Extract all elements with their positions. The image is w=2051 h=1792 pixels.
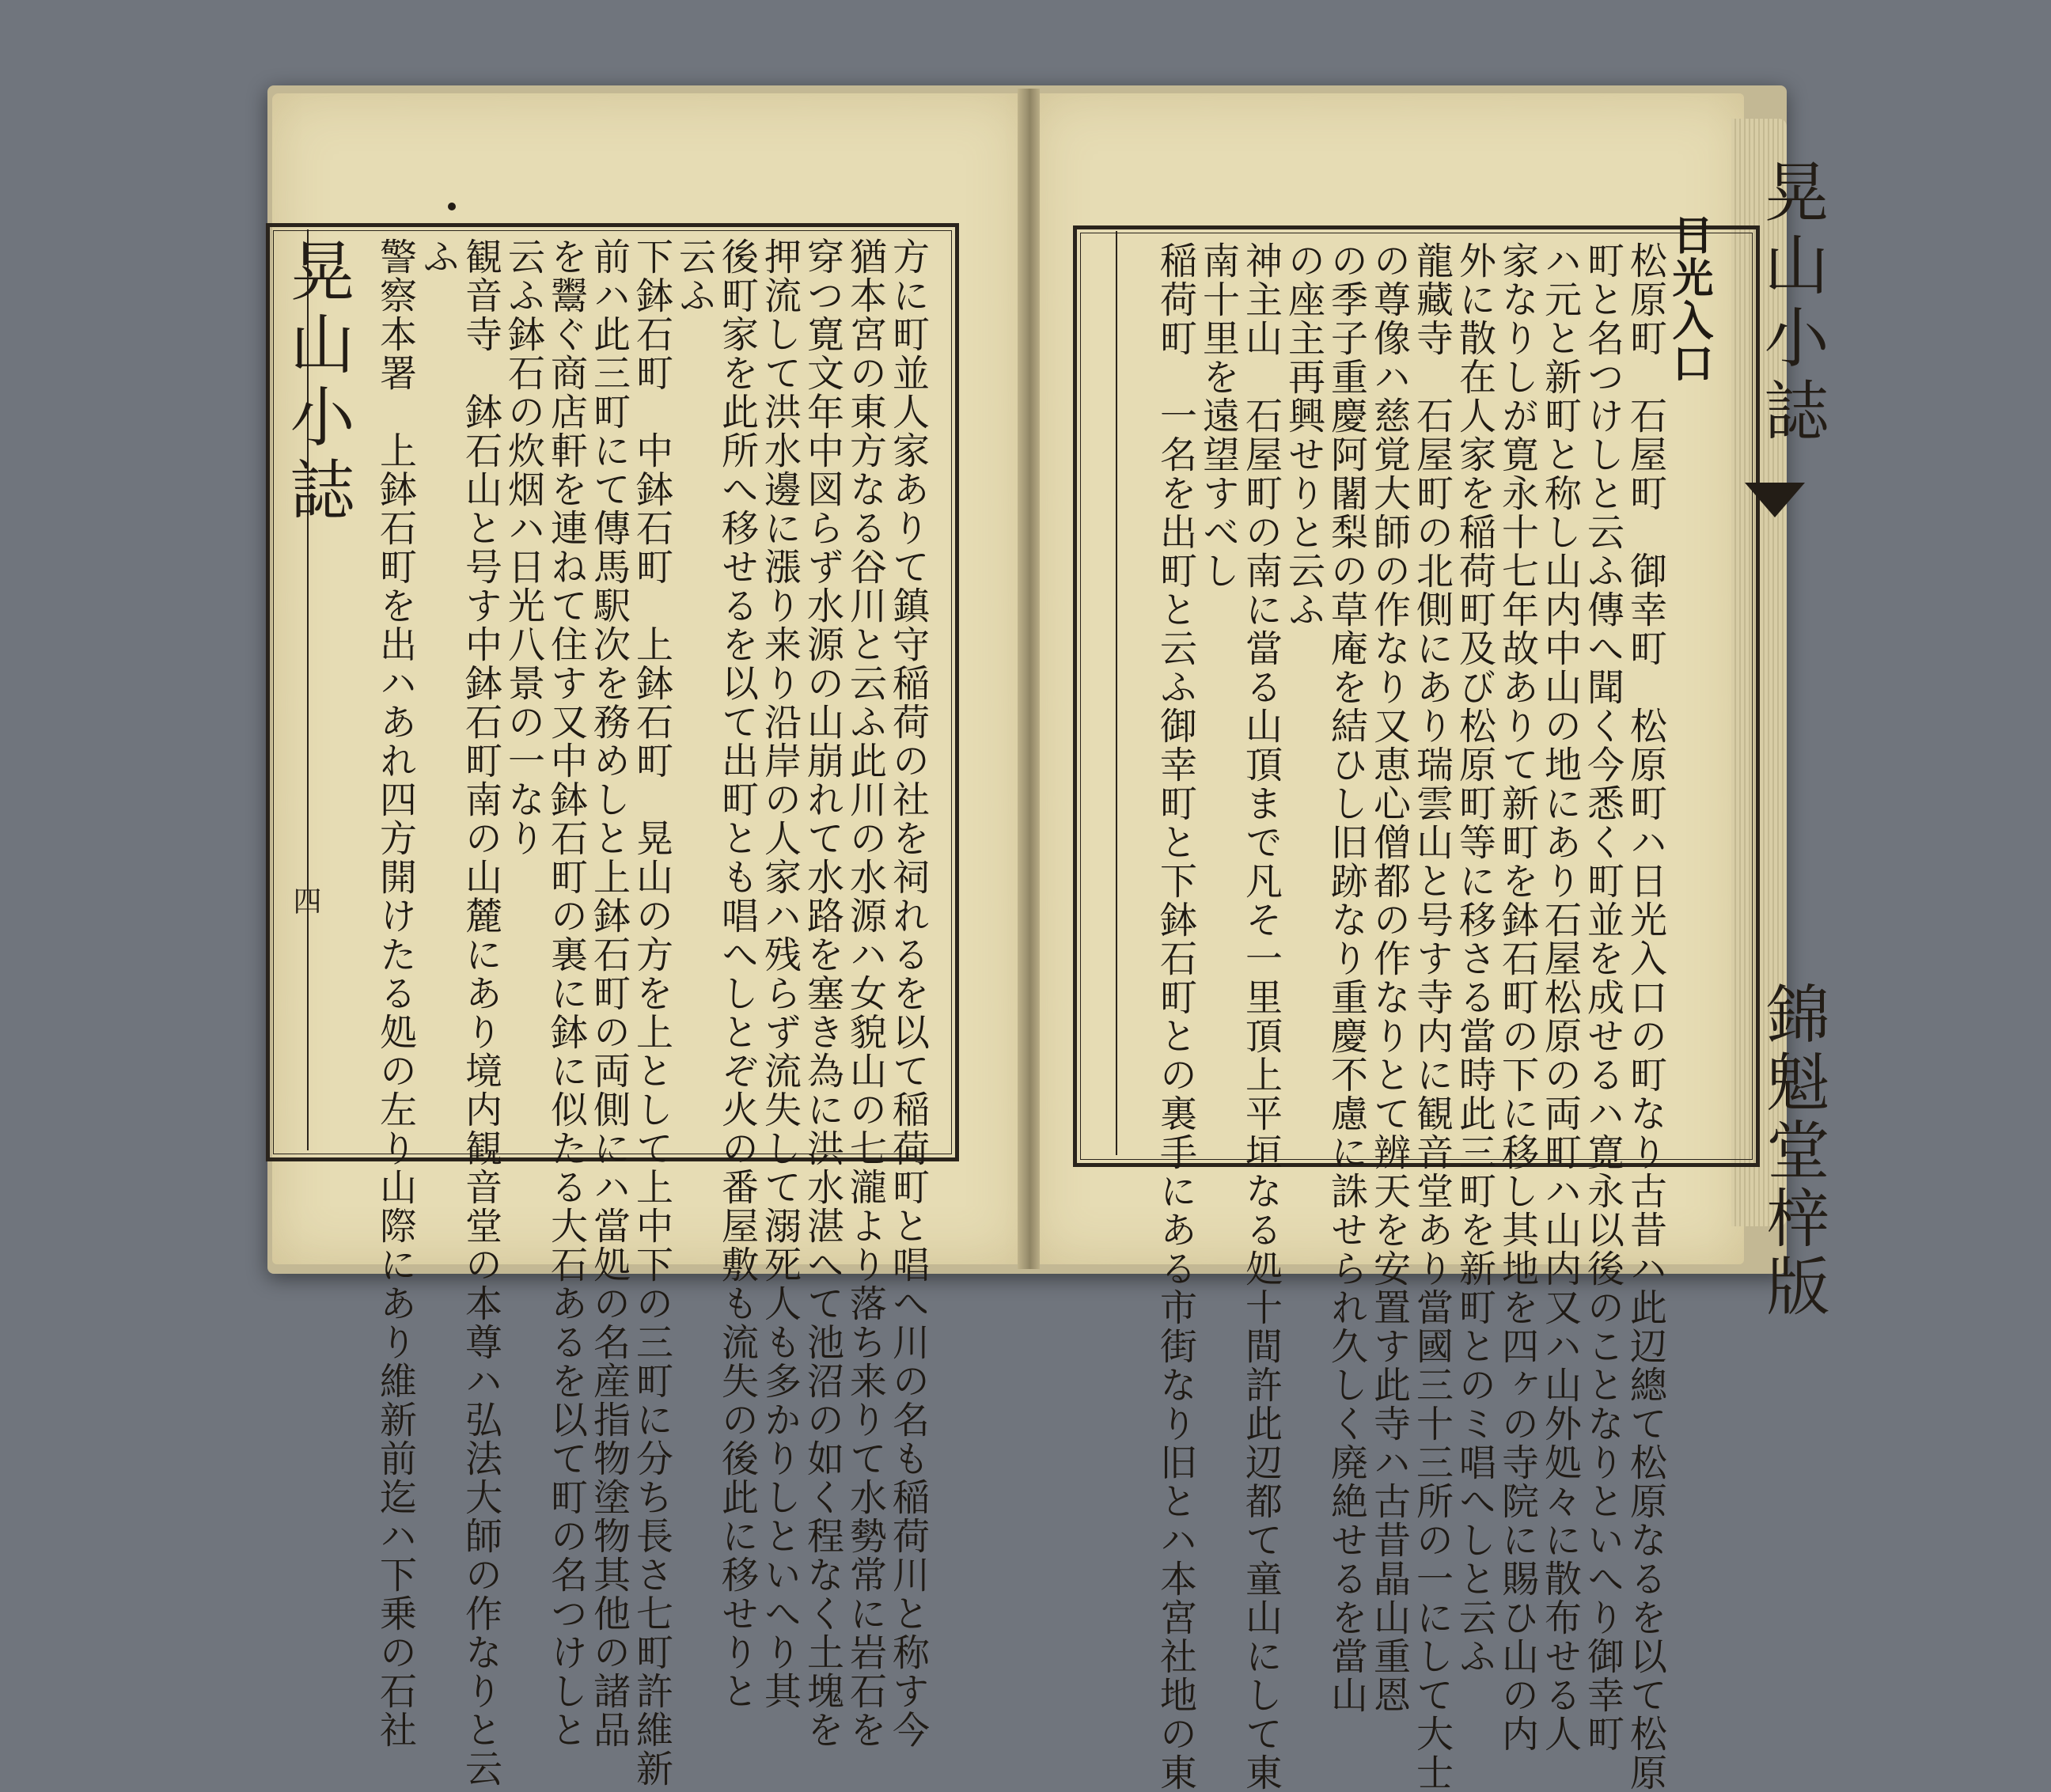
book-gutter: [1018, 89, 1040, 1269]
left-col-11: 観音寺 鉢石山と号す中鉢石町南の山麓にあり境内観音堂の本尊ハ弘法大師の作なりと云: [459, 237, 502, 1788]
right-col-2: 松原町 石屋町 御幸町 松原町ハ日光入口の町なり古昔ハ此辺總て松原なるを以て松原: [1624, 241, 1667, 1792]
right-col-5: 家なりしが寛永十七年故ありて新町を鉢石町の下に移し其地を四ヶの寺院に賜ひ山の内: [1496, 241, 1539, 1753]
left-col-3: 穿つ寛文年中図らず水源の山崩れて水路を塞き為に洪水湛へて池沼の如く程なく土塊を: [801, 237, 844, 1749]
right-col-1: 日光入口: [1665, 214, 1713, 385]
left-col-12: ふ: [416, 237, 460, 276]
right-col-6: 外に散在人家を稲荷町及び松原町等に移さる當時此三町を新町とのミ唱へしと云ふ: [1453, 241, 1496, 1676]
left-col-1: 方に町並人家ありて鎮守稲荷の社を祠れるを以て稲荷町と唱へ川の名も稲荷川と称す今: [886, 237, 930, 1749]
right-col-4: ハ元と新町と称し山内中山の地にあり石屋松原の両町ハ山内又ハ山外処々に散布せる人: [1538, 241, 1582, 1753]
left-col-13: 警察本署 上鉢石町を出ハあれ四方開けたる処の左り山際にあり維新前迄ハ下乗の石社: [373, 237, 417, 1749]
right-col-12: 南十里を遠望すべし: [1196, 241, 1240, 590]
left-col-5: 後町家を此所へ移せるを以て出町とも唱へしとぞ火の番屋敷も流失の後此に移せりと: [715, 237, 759, 1711]
left-col-7: 下鉢石町 中鉢石町 上鉢石町 晃山の方を上として上中下の三町に分ち長さ七町許維新: [630, 237, 673, 1788]
left-col-2: 猶本宮の東方なる谷川と云ふ此川の水源ハ女貌山の七瀧より落ち来りて水勢常に岩石を: [844, 237, 887, 1749]
right-col-8: の尊像ハ慈覚大師の作なり又恵心僧都の作なりとて辨天を安置す此寺ハ古昔晶山重恩: [1367, 241, 1411, 1714]
publisher-mark: 錦魁堂梓版: [1756, 981, 1829, 1321]
right-col-13: 稲荷町 一名を出町と云ふ御幸町と下鉢石町との裏手にある市街なり旧とハ本宮社地の東: [1154, 241, 1197, 1792]
left-col-8: 前ハ此三町にて傳馬駅次を務めしと上鉢石町の両側にハ當処の名産指物塗物其他の諸品: [587, 237, 631, 1749]
gyobi-mark: [1745, 483, 1805, 517]
left-col-10: 云ふ鉢石の炊烟ハ日光八景の一なり: [502, 237, 545, 858]
left-col-4: 押流して洪水邊に漲り来り沿岸の人家ハ残らず流失して溺死人も多かりしといへり其: [758, 237, 802, 1711]
left-col-6: 云ふ: [673, 237, 716, 315]
right-col-11: 神主山 石屋町の南に當る山頂まで凡そ一里頂上平垣なる処十間許此辺都て童山にして東: [1239, 241, 1283, 1792]
right-margin-title: 晃山小誌: [1753, 158, 1829, 449]
page-number: 四: [289, 886, 321, 915]
right-col-10: の座主再興せりと云ふ: [1282, 241, 1325, 629]
right-col-3: 町と名つけしと云ふ傳へ聞く今悉く町並を成せるハ寛永以後のことなりといへり御幸町: [1581, 241, 1624, 1753]
right-page-rule: [1116, 231, 1117, 1155]
right-col-9: の季子重慶阿闍梨の草庵を結ひし旧跡なり重慶不慮に誅せられ久しく廃絶せるを當山: [1325, 241, 1368, 1714]
right-col-7: 龍藏寺 石屋町の北側にあり瑞雲山と号す寺内に観音堂あり當國三十三所の一にして大士: [1410, 241, 1454, 1792]
left-margin-title: 晃山小誌: [279, 237, 354, 529]
left-col-9: を鬻ぐ商店軒を連ねて住す又中鉢石町の裏に鉢に似たる大石あるを以て町の名つけしと: [544, 237, 588, 1749]
print-dot: [448, 203, 456, 210]
